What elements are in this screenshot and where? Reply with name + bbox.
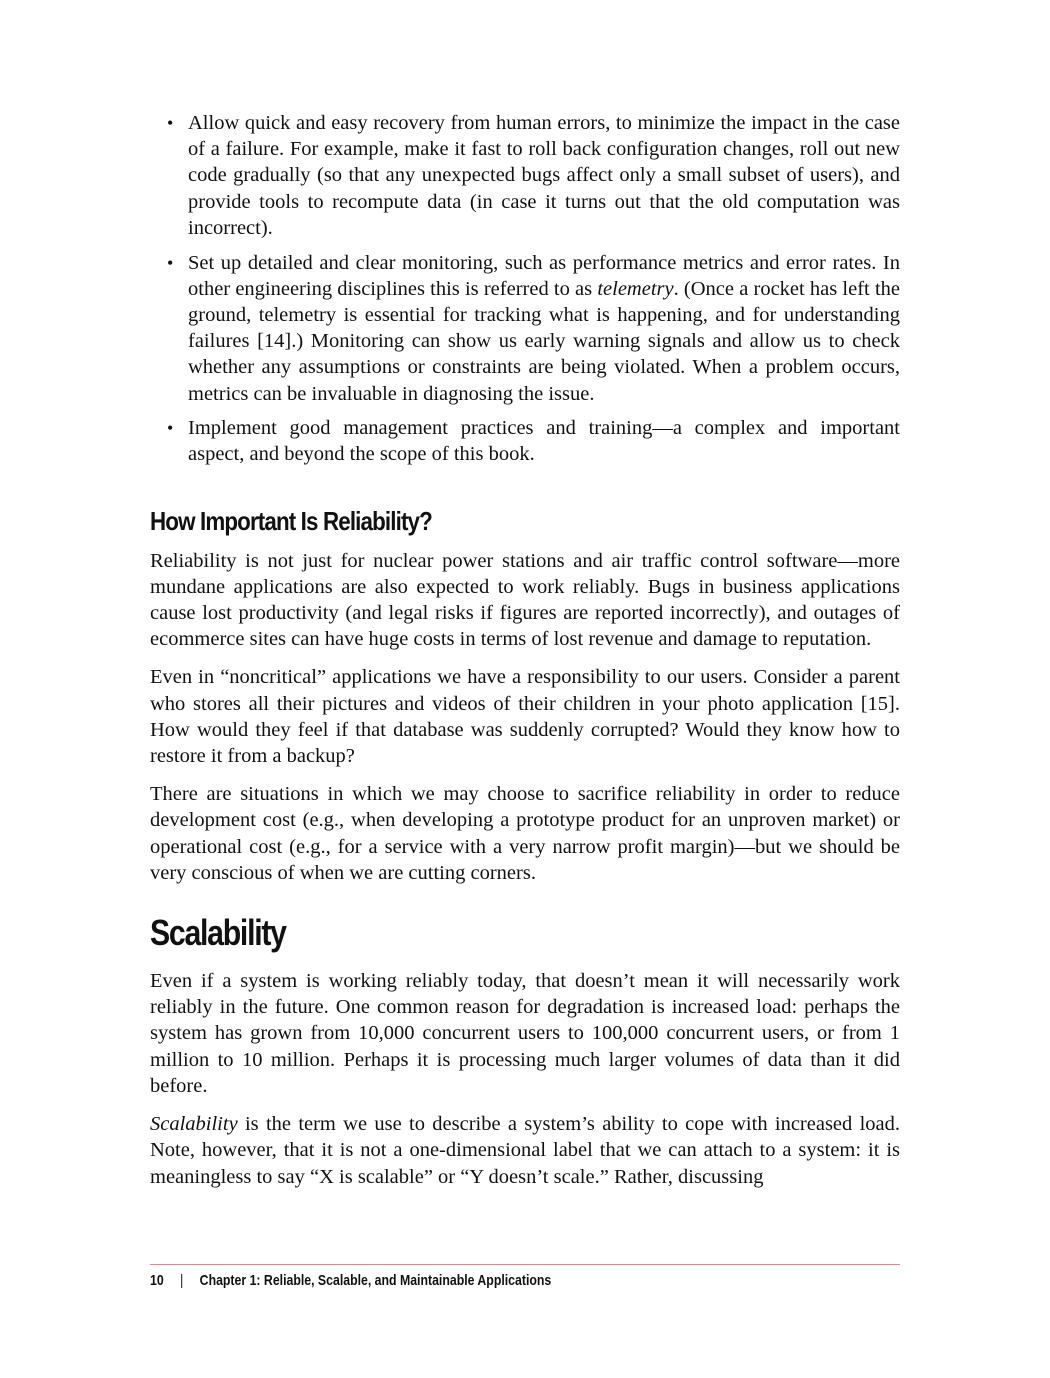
section-heading: How Important Is Reliability? [150, 505, 432, 536]
page-number: 10 [150, 1272, 164, 1289]
bullet-text: Set up detailed and clear monitoring, such as performance metrics and error rates. In other engineering disciplines this is referred to as [188, 251, 900, 300]
running-head: Chapter 1: Reliable, Scalable, and Maintainable Applications [199, 1272, 552, 1289]
bullet-item [150, 110, 900, 241]
paragraph: Even in “noncritical” applications we have a responsibility to our users. Consider a parent who stores all their pictures and videos of their children in your photo application [15]. How would they feel if that database was suddenly corrupted? Would they know how to restore it from a backup? [150, 666, 900, 768]
page-footer [150, 1272, 551, 1289]
bullet-text: Allow quick and easy recovery from human errors, to minimize the impact in the case of a failure. For example, make it fast to roll back configuration changes, roll out new code gradually (so that any unexpected bugs affect only a small subset of users), and provide tools to recompute data (in case it turns out that the old computation was incorrect). [188, 112, 900, 239]
bullet-text: Implement good management practices and training—a complex and important aspect, and beyond the scope of this book. [188, 417, 900, 466]
paragraph: There are situations in which we may choose to sacrifice reliability in order to reduce development cost (e.g., when developing a prototype product for an unproven market) or operational cost (e.g., for a service with a very narrow profit margin)—but we should be very conscious of when we are cutting corners. [150, 783, 900, 884]
paragraph [150, 1111, 900, 1190]
paragraph: Reliability is not just for nuclear power stations and air traffic control software—more mundane applications are also expected to work reliably. Bugs in business applications cause lost productivity (and legal risks if figures are reported incorrectly), and outages of ecommerce sites can have huge costs in terms of lost revenue and damage to reputation. [150, 549, 900, 651]
bullet-list [150, 110, 900, 468]
paragraph: Even if a system is working reliably today, that doesn’t mean it will necessarily work reliably in the future. One common reason for degradation is increased load: perhaps the system has grown from 10,000 concurrent users to 100,000 concurrent users, or from 1 million to 10 million. Perhaps it is processing much larger volumes of data than it did before. [150, 970, 900, 1097]
footer-separator: | [180, 1272, 184, 1289]
footer-rule [150, 1264, 900, 1265]
bullet-icon: • [167, 113, 174, 133]
chapter-section-heading: Scalability [150, 912, 286, 954]
bullet-icon: • [167, 252, 174, 273]
emphasis-scalability: Scalability [150, 1113, 238, 1136]
paragraph-text: is the term we use to describe a system’s ability to cope with increased load. Note, however, that it is not a one-dimensional label that we can attach to a system: it is meaningless to say “X is scalable” or “Y doesn’t scale.” Rather, discussing [150, 1113, 900, 1188]
bullet-item [150, 250, 900, 407]
bullet-icon: • [167, 418, 174, 439]
page-body [150, 110, 900, 1202]
emphasis-telemetry: telemetry [597, 277, 674, 300]
bullet-text: . (Once a rocket has left the ground, telemetry is essential for tracking what is happening, and for understanding failures [14].) Monitoring can show us early warning signals and allow us to check whether any assumptions or constraints are being violated. When a problem occurs, metrics can be invaluable in diagnosing the issue. [188, 277, 900, 405]
bullet-item [150, 415, 900, 467]
